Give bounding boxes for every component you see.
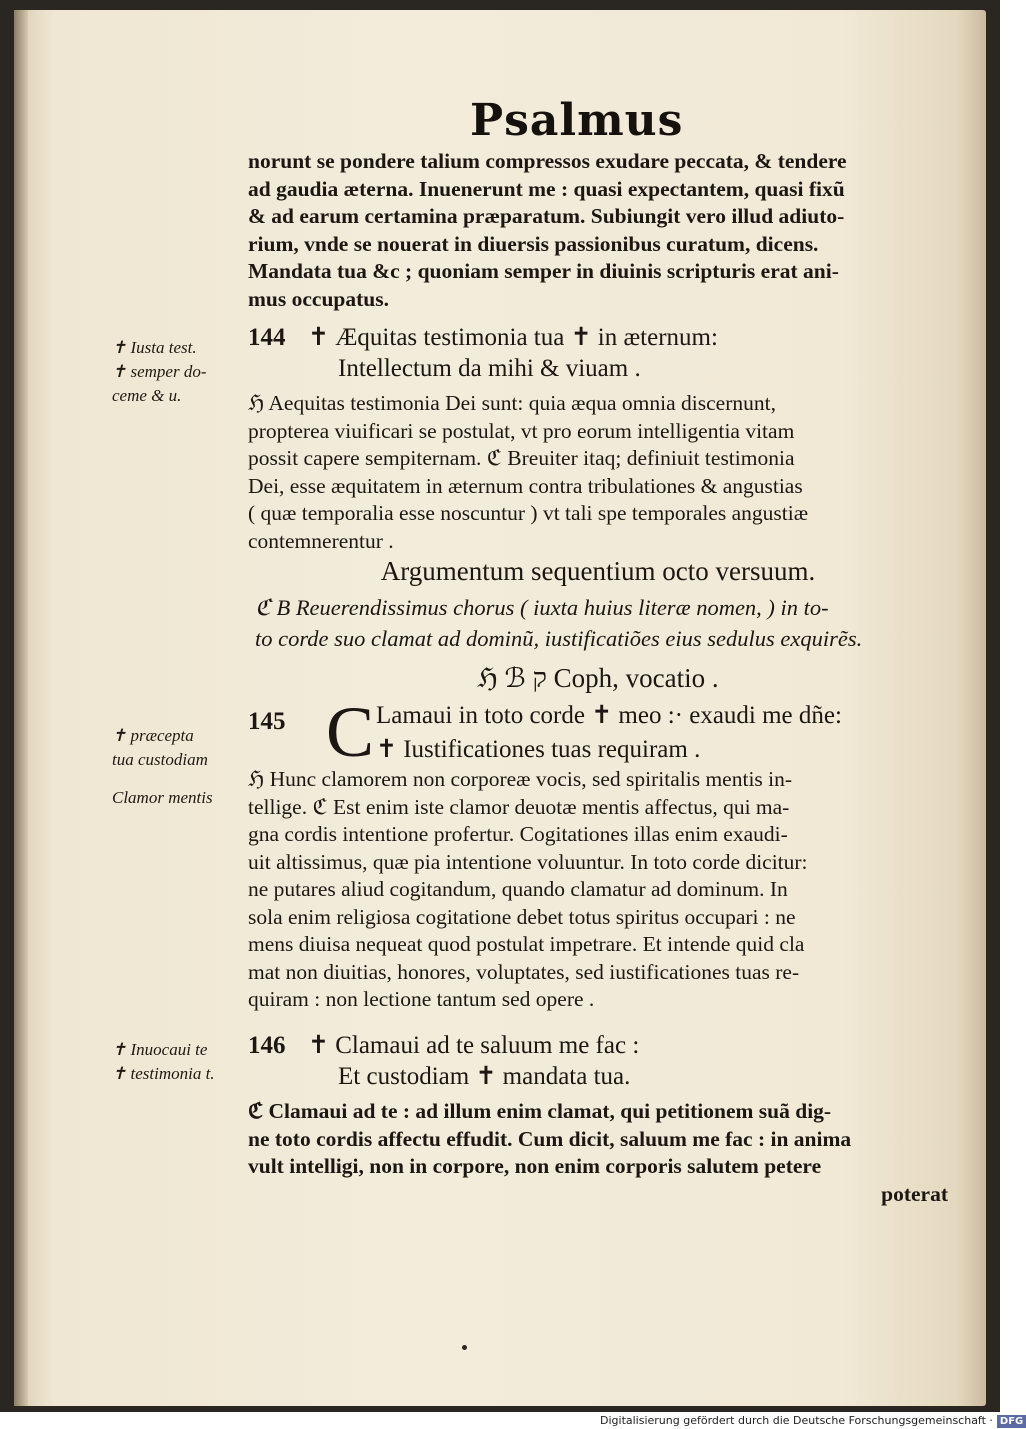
margin-line: ✝ Iusta test.: [112, 338, 197, 357]
text-line: vult intelligi, non in corpore, non enim corporis salutem petere: [248, 1154, 822, 1178]
margin-line: ✝ Inuocaui te: [112, 1040, 208, 1059]
text-line: ( quæ temporalia esse noscuntur ) vt tali spe temporales angustiæ: [248, 501, 809, 525]
verse-145: [248, 692, 948, 772]
margin-line: tua custodiam: [112, 750, 208, 769]
text-line: Dei, esse æquitatem in æternum contra tribulationes & angustias: [248, 473, 803, 498]
digitization-footer: [600, 1412, 1024, 1429]
text-line: ne putares aliud cogitandum, quando clamatur ad dominum. In: [248, 877, 788, 901]
paragraph-4: [248, 1098, 948, 1208]
text-line: ad gaudia æterna. Inuenerunt me : quasi expectantem, quasi fixũ: [248, 176, 845, 201]
book-gutter: [14, 10, 28, 1406]
text-line: contemnerentur .: [248, 528, 394, 553]
text-line: mus occupatus.: [248, 286, 389, 311]
verse-line: ✝ Clamaui ad te saluum me fac :: [308, 1032, 640, 1059]
verse-144: [248, 322, 948, 384]
text-line: norunt se pondere talium compressos exudare peccata, & tendere: [248, 149, 847, 173]
margin-line: Clamor mentis: [112, 788, 213, 807]
margin-note-3: [112, 1038, 252, 1086]
text-line: Mandata tua &c ; quoniam semper in diuinis scripturis erat ani-: [248, 259, 839, 283]
margin-line: ✝ semper do-: [112, 362, 207, 381]
margin-note-2: [112, 724, 252, 810]
text-line: mat non diuitias, honores, voluptates, sed iustificationes tuas re-: [248, 959, 800, 984]
verse-line: Et custodiam ✝ mandata tua.: [338, 1063, 631, 1090]
paragraph-3: [248, 766, 948, 1014]
margin-note-1: [112, 336, 252, 408]
text-line: quiram : non lectione tantum sed opere .: [248, 987, 595, 1011]
text-line: to corde suo clamat ad dominũ, iustificatiões eius sedulus exquirẽs.: [255, 626, 863, 651]
text-line: sola enim religiosa cogitatione debet totus spiritus occupari : ne: [248, 904, 796, 929]
verse-number: 144: [248, 324, 286, 351]
verse-146: [248, 1030, 948, 1092]
verse-line: Intellectum da mihi & viuam .: [338, 355, 641, 382]
text-line: ℌ Aequitas testimonia Dei sunt: quia æqua omnia discernunt,: [248, 391, 776, 415]
text-line: ℌ Hunc clamorem non corporeæ vocis, sed spiritalis mentis in-: [248, 767, 793, 791]
text-line: & ad earum certamina præparatum. Subiungit vero illud adiuto-: [248, 204, 845, 228]
text-line: propterea viuificari se postulat, vt pro eorum intelligentia vitam: [248, 418, 795, 443]
text-line: rium, vnde se nouerat in diuersis passionibus curatum, dicens.: [248, 231, 819, 256]
margin-line: ✝ præcepta: [112, 726, 194, 745]
margin-line: ceme & u.: [112, 386, 182, 405]
dfg-logo[interactable]: DFG: [997, 1415, 1026, 1428]
argument-italic: [255, 592, 955, 654]
text-line: possit capere sempiternam. ℭ Breuiter itaq; definiuit testimonia: [248, 446, 795, 470]
text-line: mens diuisa nequeat quod postulat impetrare. Et intende quid cla: [248, 932, 805, 956]
text-line: uit altissimus, quæ pia intentione voluuntur. In toto corde dicitur:: [248, 849, 808, 874]
paragraph-2: [248, 390, 948, 555]
text-line: ℭ Clamaui ad te : ad illum enim clamat, qui petitionem suã dig-: [248, 1099, 832, 1123]
drop-cap: C: [326, 692, 375, 772]
verse-line: ✝ Iustificationes tuas requiram .: [376, 736, 701, 763]
ink-dot: [462, 1345, 467, 1350]
text-line: tellige. ℭ Est enim iste clamor deuotæ mentis affectus, qui ma-: [248, 794, 790, 819]
koph-heading: ℌ ℬ ק Coph, vocatio .: [477, 663, 719, 693]
running-header: Psalmus: [470, 95, 684, 146]
text-line: ne toto cordis affectu effudit. Cum dicit, saluum me fac : in anima: [248, 1126, 852, 1151]
margin-line: ✝ testimonia t.: [112, 1064, 215, 1083]
verse-number: 145: [248, 708, 286, 735]
text-line: gna cordis intentione profertur. Cogitationes illas enim exaudi-: [248, 822, 788, 846]
text-line: ℭ B Reuerendissimus chorus ( iuxta huius literæ nomen, ) in to-: [255, 595, 829, 620]
paragraph-1: [248, 148, 948, 313]
verse-number: 146: [248, 1032, 286, 1059]
catchword: poterat: [881, 1181, 948, 1206]
verse-line: Lamaui in toto corde ✝ meo :· exaudi me dñe:: [376, 702, 842, 729]
argument-heading: Argumentum sequentium octo versuum.: [380, 556, 816, 586]
verse-line: ✝ Æquitas testimonia tua ✝ in æternum:: [308, 324, 718, 351]
footer-text: Digitalisierung gefördert durch die Deutsche Forschungsgemeinschaft ·: [600, 1414, 993, 1427]
